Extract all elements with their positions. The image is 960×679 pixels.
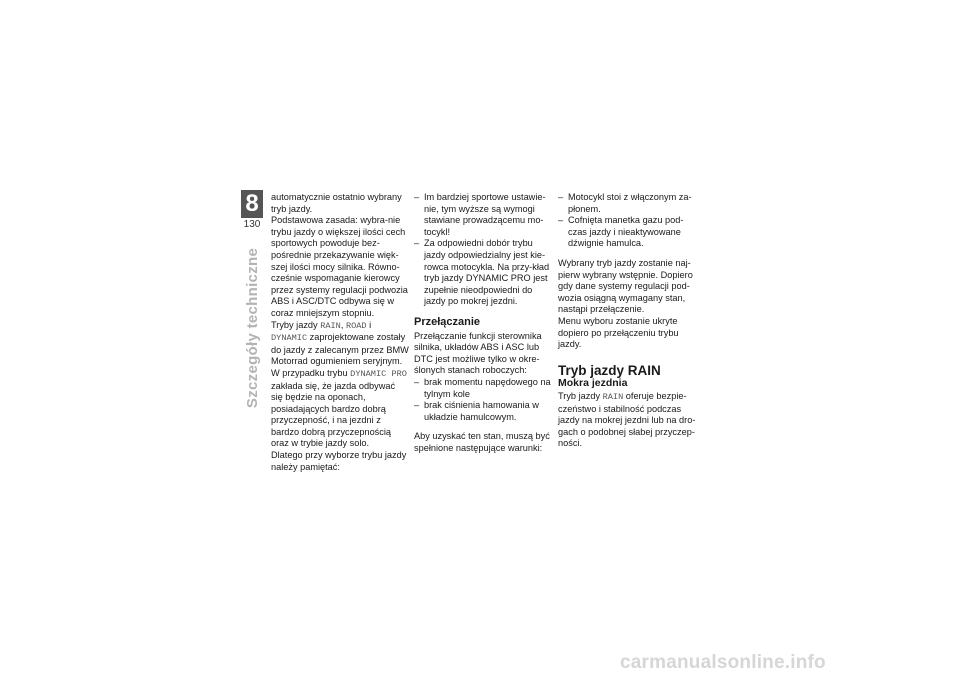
chapter-number: 8 xyxy=(241,190,263,218)
paragraph: Wybrany tryb jazdy zostanie naj-pierw wybrany wstępnie. Dopiero gdy dane systemy regulacji pod-wozia osiągną wymagany stan, nastąpi przełączenie. xyxy=(558,257,693,315)
paragraph: Tryby jazdy RAIN, ROAD i DYNAMIC zaprojektowane zostały do jazdy z zalecanym przez BMW Motorrad ogumieniem seryjnym. W przypadku trybu DYNAMIC PRO zakłada się, że jazda odbywać się będzie na oponach, posiadających bardzo dobrą przyczepność, i na jezdni z bardzo dobrą przyczepnością oraz w trybie jazdy solo. xyxy=(271,319,409,449)
mode-dynamic: DYNAMIC xyxy=(271,333,308,344)
paragraph: Podstawowa zasada: wybra-nie trybu jazdy o większej ilości cech sportowych powoduje bez-pośrednie przekazywanie więk-szej ilości mocy silnika. Równo-cześnie wspomaganie kierowcy przez systemy regulacji podwozia ABS i ASC/DTC odbywa się w coraz mniejszym stopniu. xyxy=(271,215,408,318)
list-item: – Cofnięta manetka gazu pod-czas jazdy i nieaktywowane dźwignie hamulca. xyxy=(558,215,696,250)
subsection-heading: Mokra jezdnia xyxy=(558,377,628,390)
bullet-list xyxy=(414,377,552,423)
paragraph: Tryb jazdy RAIN oferuje bezpie-czeństwo i stabilność podczas jazdy na mokrej jezdni lub na dro-gach o podobnej słabej przyczep-ności. xyxy=(558,390,696,449)
chapter-tab xyxy=(241,190,263,409)
list-item: – Im bardziej sportowe ustawie-nie, tym wyższe są wymogi stawiane prowadzącemu mo-tocykl! xyxy=(414,192,552,238)
section-heading: Tryb jazdy RAIN xyxy=(558,362,661,378)
chapter-title: Szczegóły techniczne xyxy=(244,247,261,409)
paragraph: Menu wyboru zostanie ukryte dopiero po przełączeniu trybu jazdy. xyxy=(558,315,679,350)
text-column-1 xyxy=(271,192,409,473)
paragraph: Aby uzyskać ten stan, muszą być spełnione następujące warunki: xyxy=(414,431,550,453)
text-column-2 xyxy=(414,192,552,454)
watermark: carmanualsonline.info xyxy=(620,652,826,673)
list-item: – brak ciśnienia hamowania w układzie hamulcowym. xyxy=(414,400,552,423)
list-item: – brak momentu napędowego na tylnym kole xyxy=(414,377,552,400)
list-item: – Za odpowiedni dobór trybu jazdy odpowiedzialny jest kie-rowca motocykla. Na przy-kład tryb jazdy DYNAMIC PRO jest zupełnie nieodpowiedni do jazdy po mokrej jezdni. xyxy=(414,238,552,308)
mode-dynamic-pro: DYNAMIC PRO xyxy=(350,368,407,379)
section-heading: Przełączanie xyxy=(414,315,481,328)
mode-rain: RAIN xyxy=(320,320,341,331)
bullet-list xyxy=(414,192,552,308)
paragraph: Przełączanie funkcji sterownika silnika, układów ABS i ASC lub DTC jest możliwe tylko w okre-ślonych stanach roboczych: xyxy=(414,330,542,376)
list-item: – Motocykl stoi z włączonym za-płonem. xyxy=(558,192,696,215)
paragraph: automatycznie ostatnio wybrany tryb jazdy. xyxy=(271,192,402,214)
mode-rain: RAIN xyxy=(602,391,624,402)
bullet-list xyxy=(558,192,696,250)
text-column-3 xyxy=(558,192,696,450)
paragraph: Dlatego przy wyborze trybu jazdy należy pamiętać: xyxy=(271,450,407,472)
mode-road: ROAD xyxy=(345,320,367,331)
page-number: 130 xyxy=(243,219,261,230)
